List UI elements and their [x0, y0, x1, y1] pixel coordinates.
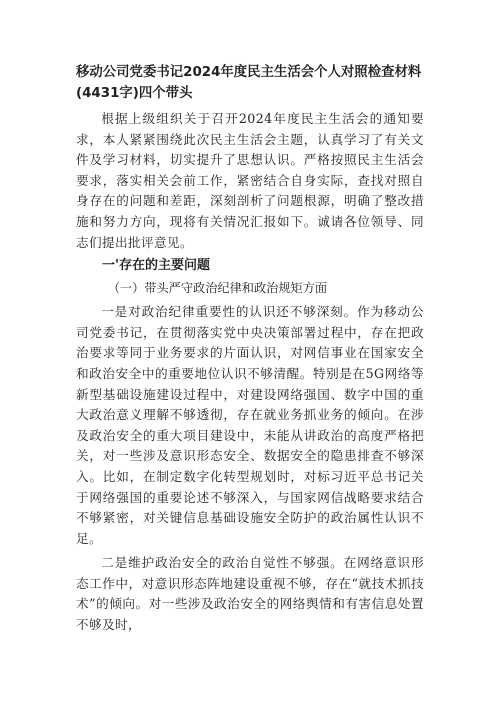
body-paragraph-2: 二是维护政治安全的政治自觉性不够强。在网络意识形态工作中，对意识形态阵地建设重视不够，存在“就技术抓技术”的倾向。对一些涉及政治安全的网络舆情和有害信息处置不够及时，: [76, 555, 424, 633]
intro-paragraph: 根据上级组织关于召开2024年度民主生活会的通知要求，本人紧紧围绕此次民主生活会主题，认真学习了有关文件及学习材料，切实提升了思想认识。严格按照民主生活会要求，落实相关会前工作，紧密结合自身实际，查找对照自身存在的问题和差距，深刻剖析了问题根源，明确了整改措施和努力方向，现将有关情况汇报如下。诚请各位领导、同志们提出批评意见。: [76, 111, 424, 250]
section-heading-main-problems: 一'存在的主要问题: [102, 258, 210, 274]
body-paragraph-1: 一是对政治纪律重要性的认识还不够深刻。作为移动公司党委书记，在贯彻落实党中央决策部署过程中，存在把政治要求等同于业务要求的片面认识，对网信事业在国家安全和政治安全中的重要地位认识不够清醒。特别是在5G网络等新型基础设施建设过程中，对建设网络强国、数字中国的重大政治意义理解不够透彻，存在就业务抓业务的倾向。在涉及政治安全的重大项目建设中，未能从讲政治的高度严格把关，对一些涉及意识形态安全、数据安全的隐患排查不够深入。比如，在制定数字化转型规划时，对标习近平总书记关于网络强国的重要论述不够深入，与国家网信战略要求结合不够紧密，对关键信息基础设施安全防护的政治属性认识不足。: [76, 304, 424, 546]
subsection-heading-political-discipline: （一）带头严守政治纪律和政治规矩方面: [107, 281, 328, 296]
document-title: 移动公司党委书记2024年度民主生活会个人对照检查材料(4431字)四个带头: [76, 65, 422, 101]
